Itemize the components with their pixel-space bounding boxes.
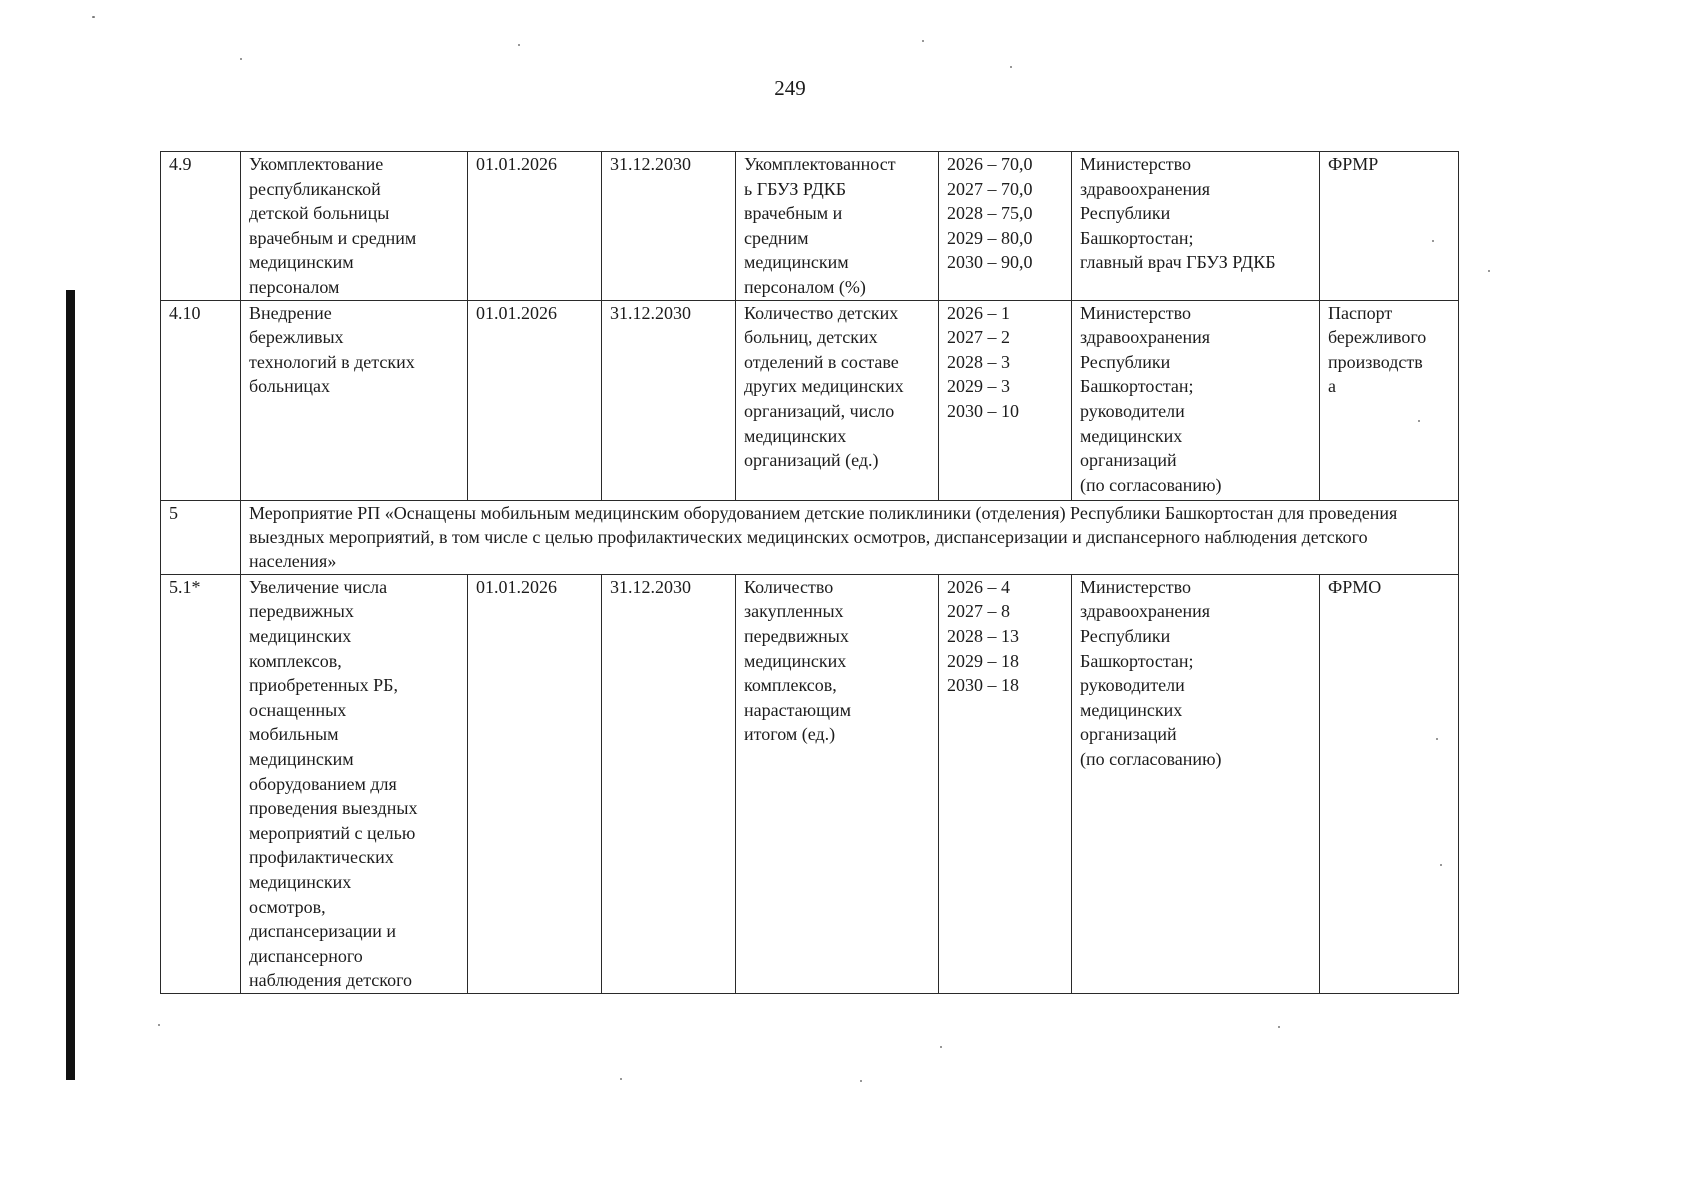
cell-line: организаций xyxy=(1080,450,1177,471)
cell-line: персоналом xyxy=(249,276,340,297)
cell-line: главный врач ГБУЗ РДКБ xyxy=(1080,252,1276,273)
cell-line: мероприятий с целью xyxy=(249,822,416,843)
cell-line: диспансерного xyxy=(249,945,363,966)
cell-line: врачебным и средним xyxy=(249,227,417,248)
table-row xyxy=(161,300,1459,500)
cell-line: диспансеризации и xyxy=(249,921,396,942)
cell-line: больниц, детских xyxy=(744,327,878,348)
cell-line: 2029 – 18 xyxy=(947,650,1019,671)
note-cell xyxy=(1320,300,1459,500)
target-values-cell xyxy=(939,574,1072,993)
cell-line: врачебным и xyxy=(744,203,843,224)
cell-line: Башкортостан; xyxy=(1080,376,1194,397)
note-cell xyxy=(1320,152,1459,301)
target-values-cell xyxy=(939,152,1072,301)
section-row xyxy=(161,500,1459,574)
table-row xyxy=(161,152,1459,301)
cell-line: 2030 – 18 xyxy=(947,675,1019,696)
activities-table xyxy=(160,151,1459,994)
page-number: 249 xyxy=(774,76,806,100)
cell-line: бережливых xyxy=(249,327,344,348)
cell-line: Количество детских xyxy=(744,302,899,323)
target-values-cell xyxy=(939,300,1072,500)
cell-line: оборудованием для xyxy=(249,773,397,794)
responsible-cell xyxy=(1072,152,1320,301)
section-number-cell: 5 xyxy=(161,500,241,574)
section-title-cell: Мероприятие РП «Оснащены мобильным медицинским оборудованием детские поликлиники (отделения) Республики Башкортостан для проведения выездных мероприятий, в том числе с целью профилактических медицинских осмотров, диспансеризации и диспансерного наблюдения детского населения» xyxy=(241,500,1459,574)
cell-line: Увеличение числа xyxy=(249,576,388,597)
cell-line: Министерство xyxy=(1080,154,1191,174)
cell-line: 2026 – 4 xyxy=(947,576,1010,597)
start-date-cell: 01.01.2026 xyxy=(468,574,602,993)
cell-line: организаций, число xyxy=(744,400,895,421)
cell-line: производств xyxy=(1328,351,1423,372)
end-date-cell: 31.12.2030 xyxy=(602,574,736,993)
binding-margin-bar xyxy=(66,290,75,1080)
cell-line: итогом (ед.) xyxy=(744,724,836,745)
cell-line: руководители xyxy=(1080,400,1185,421)
cell-line: здравоохранения xyxy=(1080,601,1211,622)
cell-line: республиканской xyxy=(249,178,381,199)
row-number-cell: 4.10 xyxy=(161,300,241,500)
cell-line: бережливого xyxy=(1328,327,1427,348)
cell-line: медицинским xyxy=(744,252,849,273)
cell-line: медицинских xyxy=(249,625,352,646)
cell-line: 2029 – 3 xyxy=(947,376,1010,397)
cell-line: здравоохранения xyxy=(1080,178,1211,199)
cell-line: ФРМО xyxy=(1328,576,1382,597)
cell-line: руководители xyxy=(1080,675,1185,696)
cell-line: профилактических xyxy=(249,847,394,868)
cell-line: здравоохранения xyxy=(1080,327,1211,348)
cell-line: медицинских xyxy=(249,871,352,892)
cell-line: других медицинских xyxy=(744,376,904,397)
cell-line: 2028 – 13 xyxy=(947,625,1019,646)
cell-line: 2029 – 80,0 xyxy=(947,227,1033,248)
cell-line: детской больницы xyxy=(249,203,390,224)
indicator-cell xyxy=(736,300,939,500)
cell-line: Республики xyxy=(1080,625,1171,646)
cell-line: Башкортостан; xyxy=(1080,227,1194,248)
cell-line: а xyxy=(1328,376,1336,397)
cell-line: организаций (ед.) xyxy=(744,450,879,471)
cell-line: отделений в составе xyxy=(744,351,899,372)
note-cell xyxy=(1320,574,1459,993)
cell-line: 2030 – 90,0 xyxy=(947,252,1033,273)
cell-line: нарастающим xyxy=(744,699,852,720)
cell-line: 2027 – 8 xyxy=(947,601,1010,622)
cell-line: наблюдения детского xyxy=(249,970,413,991)
cell-line: комплексов, xyxy=(249,650,342,671)
cell-line: организаций xyxy=(1080,724,1177,745)
end-date-cell: 31.12.2030 xyxy=(602,152,736,301)
responsible-cell xyxy=(1072,300,1320,500)
cell-line: комплексов, xyxy=(744,675,837,696)
cell-line: передвижных xyxy=(744,625,849,646)
cell-line: оснащенных xyxy=(249,699,347,720)
indicator-cell xyxy=(736,574,939,993)
cell-line: Республики xyxy=(1080,203,1171,224)
cell-line: 2028 – 75,0 xyxy=(947,203,1033,224)
cell-line: ФРМР xyxy=(1328,154,1379,174)
responsible-cell xyxy=(1072,574,1320,993)
cell-line: Министерство xyxy=(1080,302,1191,323)
cell-line: передвижных xyxy=(249,601,354,622)
row-number-cell: 4.9 xyxy=(161,152,241,301)
cell-line: проведения выездных xyxy=(249,798,418,819)
cell-line: средним xyxy=(744,227,809,248)
cell-line: 2030 – 10 xyxy=(947,400,1019,421)
cell-line: 2027 – 70,0 xyxy=(947,178,1033,199)
start-date-cell: 01.01.2026 xyxy=(468,300,602,500)
cell-line: Паспорт xyxy=(1328,302,1393,323)
cell-line: медицинских xyxy=(744,650,847,671)
cell-line: (по согласованию) xyxy=(1080,748,1222,769)
cell-line: медицинских xyxy=(744,425,847,446)
row-number-cell: 5.1* xyxy=(161,574,241,993)
cell-line: медицинским xyxy=(249,748,354,769)
activity-name-cell xyxy=(241,574,468,993)
activity-name-cell xyxy=(241,152,468,301)
cell-line: технологий в детских xyxy=(249,351,415,372)
cell-line: Министерство xyxy=(1080,576,1191,597)
cell-line: 2027 – 2 xyxy=(947,327,1010,348)
cell-line: 2028 – 3 xyxy=(947,351,1010,372)
start-date-cell: 01.01.2026 xyxy=(468,152,602,301)
cell-line: мобильным xyxy=(249,724,339,745)
cell-line: Укомплектование xyxy=(249,154,384,174)
activity-name-cell xyxy=(241,300,468,500)
cell-line: больницах xyxy=(249,376,330,397)
cell-line: медицинских xyxy=(1080,699,1183,720)
cell-line: Башкортостан; xyxy=(1080,650,1194,671)
table-row xyxy=(161,574,1459,993)
cell-line: осмотров, xyxy=(249,896,326,917)
cell-line: медицинским xyxy=(249,252,354,273)
end-date-cell: 31.12.2030 xyxy=(602,300,736,500)
cell-line: 2026 – 70,0 xyxy=(947,154,1033,174)
cell-line: закупленных xyxy=(744,601,844,622)
cell-line: (по согласованию) xyxy=(1080,474,1222,495)
cell-line: медицинских xyxy=(1080,425,1183,446)
cell-line: Количество xyxy=(744,576,834,597)
cell-line: Укомплектованност xyxy=(744,154,896,174)
cell-line: Внедрение xyxy=(249,302,332,323)
cell-line: Республики xyxy=(1080,351,1171,372)
cell-line: приобретенных РБ, xyxy=(249,675,398,696)
cell-line: персоналом (%) xyxy=(744,276,866,297)
indicator-cell xyxy=(736,152,939,301)
cell-line: 2026 – 1 xyxy=(947,302,1010,323)
cell-line: ь ГБУЗ РДКБ xyxy=(744,178,847,199)
